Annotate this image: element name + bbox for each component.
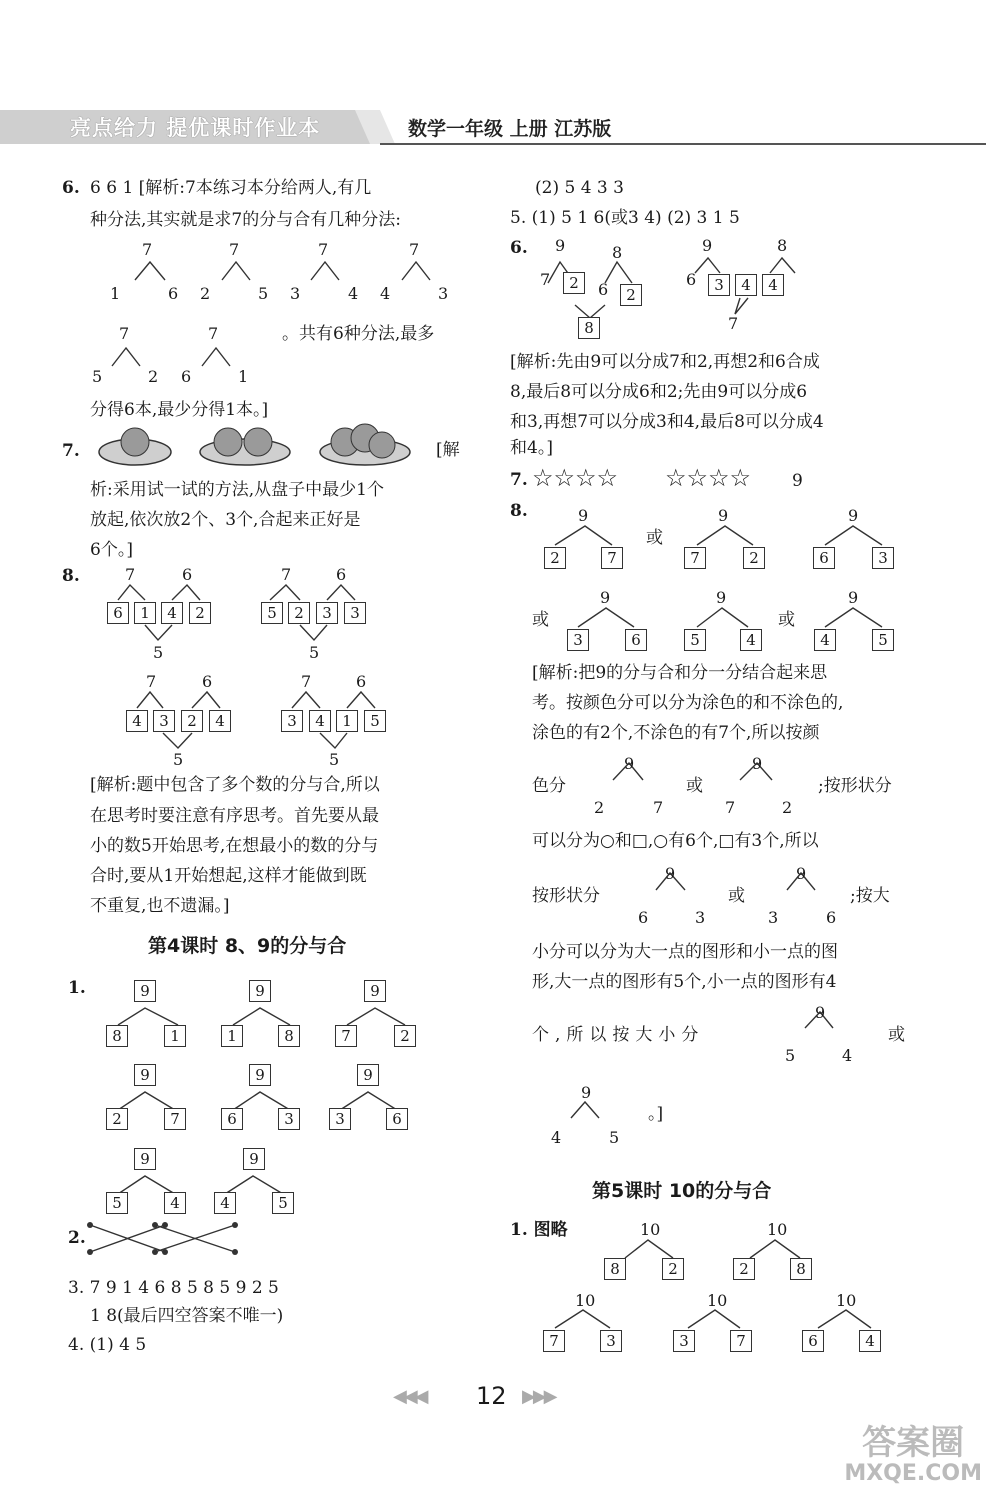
- section5-title: 第5课时 10的分与合: [592, 1180, 772, 1202]
- r-q6-label: 6.: [510, 238, 528, 258]
- r-b5: 可以分为○和□,○有6个,□有3个,所以: [532, 831, 819, 851]
- star-group-1-icon: ☆☆☆☆: [532, 464, 619, 492]
- s4-q1-label: 1.: [68, 978, 86, 998]
- s4-q2-label: 2.: [68, 1228, 86, 1248]
- page-number: 12: [476, 1382, 507, 1410]
- q8-line2: 在思考时要注意有序思考。首先要从最: [90, 806, 379, 826]
- r-b4b: ;按形状分: [818, 776, 892, 796]
- r-b8: 形,大一点的图形有5个,小一点的图形有4: [532, 972, 837, 992]
- section4-title: 第4课时 8、9的分与合: [148, 935, 347, 957]
- s5-q1: 1. 图略: [510, 1220, 568, 1240]
- q6-line4: 分得6本,最少分得1本。]: [90, 400, 269, 420]
- r-b7: 小分可以分为大一点的图形和小一点的图: [532, 942, 838, 962]
- r-b1: [解析:把9的分与合和分一分结合起来思: [532, 663, 828, 683]
- q6-line2: 种分法,其实就是求7的分与合有几种分法:: [90, 210, 401, 230]
- plate-one-apple-icon: [99, 428, 171, 465]
- prev-arrows-icon: ◀◀◀: [393, 1386, 426, 1407]
- r-a3: 和3,再想7可以分成3和4,最后8可以分成4: [510, 412, 824, 432]
- s4-q4: 4. (1) 4 5: [68, 1335, 147, 1355]
- q8-label: 8.: [62, 566, 80, 586]
- plate-two-apples-icon: [200, 428, 290, 465]
- r-q7-label: 7.: [510, 470, 528, 490]
- r-b9: 个,所以按大小分: [532, 1025, 705, 1045]
- r-b10: 。]: [648, 1104, 664, 1124]
- r-b2: 考。按颜色分可以分为涂色的和不涂色的,: [532, 693, 844, 713]
- q8-line5: 不重复,也不遗漏。]: [90, 896, 230, 916]
- r-q7-num: 9: [792, 471, 803, 491]
- r-a4: 和4。]: [510, 438, 553, 458]
- r-b6b: ;按大: [850, 886, 890, 906]
- q8-line1: [解析:题中包含了多个数的分与合,所以: [90, 775, 380, 795]
- star-group-2-icon: ☆☆☆☆: [665, 464, 752, 492]
- q7-label: 7.: [62, 441, 80, 461]
- book-title: 亮点给力 提优课时作业本: [70, 116, 321, 140]
- r-q8-label: 8.: [510, 501, 528, 521]
- next-arrows-icon: ▶▶▶: [522, 1386, 555, 1407]
- r-line1: (2) 5 4 3 3: [535, 178, 624, 198]
- s4-q3-line1: 3. 7 9 1 4 6 8 5 8 5 9 2 5: [68, 1278, 279, 1298]
- q7-bracket: [解: [436, 440, 460, 460]
- q8-line4: 合时,要从1开始想起,这样才能做到既: [90, 866, 367, 886]
- r-b4a: 色分: [532, 776, 566, 796]
- q7-line3: 放起,依次放2个、3个,合起来正好是: [90, 510, 361, 530]
- book-subtitle: 数学一年级 上册 江苏版: [408, 118, 612, 140]
- q6-line1: 6 6 1 [解析:7本练习本分给两人,有几: [90, 178, 372, 198]
- plate-three-apples-icon: [320, 424, 410, 465]
- watermark-logo: 答案圈 MXQE.COM: [844, 1423, 982, 1486]
- r-a1: [解析:先由9可以分成7和2,再想2和6合成: [510, 352, 820, 372]
- r-b3: 涂色的有2个,不涂色的有7个,所以按颜: [532, 723, 820, 743]
- q6-label: 6.: [62, 178, 80, 198]
- q8-line3: 小的数5开始思考,在想最小的数的分与: [90, 836, 379, 856]
- q7-line4: 6个。]: [90, 540, 133, 560]
- r-line2: 5. (1) 5 1 6(或3 4) (2) 3 1 5: [510, 208, 740, 228]
- r-a2: 8,最后8可以分成6和2;先由9可以分成6: [510, 382, 808, 402]
- q6-line3: 。共有6种分法,最多: [282, 324, 435, 344]
- q7-line2: 析:采用试一试的方法,从盘子中最少1个: [90, 480, 384, 500]
- s4-q3-line2: 1 8(最后四空答案不唯一): [90, 1306, 284, 1326]
- r-b6a: 按形状分: [532, 886, 600, 906]
